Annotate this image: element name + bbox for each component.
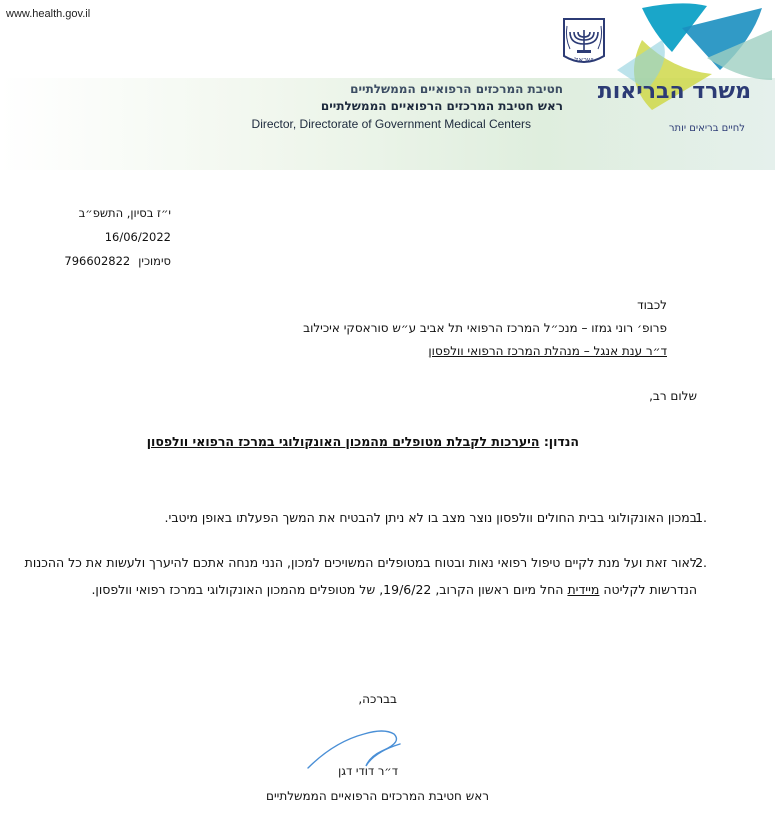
paragraph-1-text: במכון האונקולוגי בבית החולים וולפסון נוצר מצב בו לא ניתן להבטיח את המשך הפעלתו באופן מיטבי. [164,510,697,525]
subject-line [147,434,579,449]
paragraph-1-number: 1. [695,510,707,525]
recipient-2: ד״ר ענת אנגל – מנהלת המרכז הרפואי וולפסון [428,344,667,358]
signatory-name: ד״ר דודי דגן [338,764,398,778]
ministry-name: משרד הבריאות [597,79,751,104]
salutation-to: לכבוד [637,298,667,312]
paragraph-2-emphasis: מיידית [567,582,600,597]
emblem-caption: ישראל [574,56,594,64]
website-url: www.health.gov.il [6,8,91,20]
subject-text: היערכות לקבלת מטופלים מהמכון האונקולוגי במרכז הרפואי וולפסון [146,434,540,449]
paragraph-1 [77,504,707,531]
reference-line [64,249,171,273]
letter-meta [64,201,171,273]
ministry-slogan: לחיים בריאים יותר [668,123,745,134]
ministry-logo-icon [612,0,775,135]
director-title-english: Director, Directorate of Government Medical Centers [251,117,531,131]
hebrew-date: י״ז בסיון, התשפ״ב [78,206,171,220]
paragraph-2-text-after: החל מיום ראשון הקרוב, 19/6/22, של מטופלים מהמכון האונקולוגי במרכז רפואי וולפסון. [91,582,564,597]
closing: בברכה, [358,692,397,706]
gregorian-date: 16/06/2022 [104,230,171,244]
recipient-1: פרופ׳ רוני גמזו – מנכ״ל המרכז הרפואי תל אביב ע״ש סוראסקי איכילוב [303,321,667,335]
recipients-block [303,294,667,363]
reference-label: סימוכין [138,254,171,268]
paragraph-2-text-before: לאור זאת ועל מנת לקיים טיפול רפואי נאות ובטוח במטופלים המשויכים למכון, הנני מנחה אתכם להיערך ולעשות את כל ההכנות הנדרשות לקליטה [24,555,697,597]
director-title-hebrew: ראש חטיבת המרכזים הרפואיים הממשלתיים [320,99,563,113]
reference-number: 796602822 [64,254,131,268]
paragraph-2 [7,549,707,603]
subject-label: הנדון: [543,434,579,449]
division-name: חטיבת המרכזים הרפואיים הממשלתיים [350,82,563,96]
paragraph-2-number: 2. [695,555,707,570]
greeting: שלום רב, [649,389,697,403]
signatory-title: ראש חטיבת המרכזים הרפואיים הממשלתיים [265,789,489,803]
